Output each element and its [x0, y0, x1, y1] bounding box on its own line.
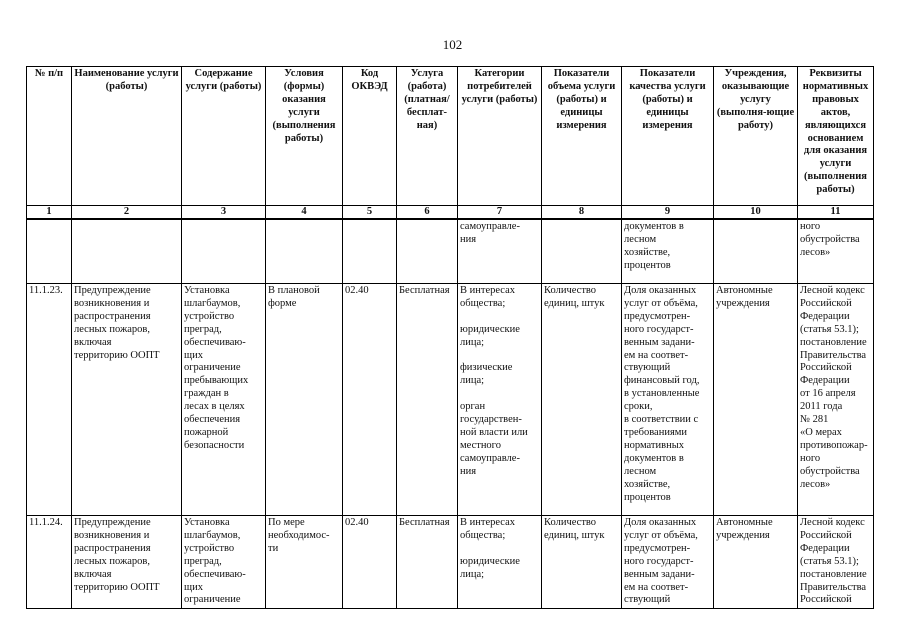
table-cell [798, 219, 874, 284]
cell-line: единиц, штук [544, 297, 605, 309]
cell-line: Лесной кодекс [800, 285, 865, 296]
cell-line: В плановой [268, 285, 320, 296]
cell-line: № 281 [800, 414, 829, 426]
cell-line: распространения [74, 542, 151, 554]
cell-line: процентов [624, 259, 671, 271]
cell-line: постановление [800, 336, 867, 348]
cell-line: ствующий [624, 362, 671, 374]
header-cell: Учреждения, оказывающие услугу (выполня-ющие работу) [714, 67, 798, 206]
cell-line: Правительства [800, 349, 867, 361]
cell-line: хозяйстве, [624, 478, 671, 490]
cell-line: преград, [184, 323, 222, 335]
volume-indicators [542, 516, 622, 609]
cell-line: лица; [460, 568, 485, 580]
legal-acts [798, 516, 874, 609]
cell-line: лица; [460, 336, 485, 348]
header-cell: Показатели качества услуги (работы) и единицы измерения [622, 67, 714, 206]
services-table [26, 66, 874, 609]
cell-line: Количество [544, 517, 597, 528]
header-cell: Услуга (работа) (платная/ бесплат-ная) [397, 67, 458, 206]
cell-line: учреждения [716, 529, 770, 541]
service-content [182, 284, 266, 516]
cell-line: обустройства [800, 233, 860, 245]
consumer-categories [458, 516, 542, 609]
cell-line: граждан в [184, 388, 229, 400]
cell-line: местного [460, 439, 501, 451]
cell-line: нормативных [624, 439, 685, 451]
cell-line: 2011 года [800, 401, 843, 413]
quality-indicators [622, 284, 714, 516]
cell-line: обустройства [800, 465, 860, 477]
cell-line: ствующий [624, 594, 671, 606]
cell-line: обеспечиваю- [184, 336, 246, 348]
row-number: 11.1.23. [27, 284, 72, 516]
column-number: 1 [27, 206, 72, 220]
quality-indicators [622, 516, 714, 609]
column-number-row [27, 206, 874, 220]
cell-line: Автономные [716, 517, 773, 528]
table-cell [266, 219, 343, 284]
cell-line: ем на соответ- [624, 581, 689, 593]
cell-line: Предупреждение [74, 517, 151, 528]
cell-line: лесных пожаров, [74, 555, 150, 567]
cell-line: шлагбаумов, [184, 297, 241, 309]
column-number: 8 [542, 206, 622, 220]
cell-line: финансовый год, [624, 375, 700, 387]
service-name [72, 516, 182, 609]
service-content [182, 516, 266, 609]
table-row [27, 219, 874, 284]
cell-line: устройство [184, 542, 235, 554]
cell-line: Российской [800, 594, 852, 606]
cell-line: сроки, [624, 401, 653, 413]
cell-line: Автономные [716, 285, 773, 296]
cell-line: в установленные [624, 388, 700, 400]
okved-code: 02.40 [343, 516, 397, 609]
cell-line: учреждения [716, 297, 770, 309]
table-cell [182, 219, 266, 284]
cell-line: документов в [624, 452, 684, 464]
cell-line: ного государст- [624, 555, 694, 567]
cell-line: необходимос- [268, 529, 330, 541]
cell-line: юридические [460, 555, 520, 567]
cell-line: Российской [800, 362, 852, 374]
group-spacer [460, 311, 539, 324]
column-number: 10 [714, 206, 798, 220]
consumer-categories [458, 284, 542, 516]
cell-line: процентов [624, 491, 671, 503]
cell-line: Предупреждение [74, 285, 151, 296]
cell-line: Федерации [800, 375, 850, 387]
institutions [714, 516, 798, 609]
cell-line: лесном [624, 233, 657, 245]
cell-line: требованиями [624, 426, 688, 438]
table-row [27, 516, 874, 609]
cell-line: ния [460, 465, 477, 477]
cell-line: лесных пожаров, [74, 323, 150, 335]
header-cell: Наименование услуги (работы) [72, 67, 182, 206]
cell-line: государствен- [460, 414, 522, 426]
cell-line: В интересах [460, 285, 515, 296]
cell-line: юридические [460, 323, 520, 335]
column-number: 3 [182, 206, 266, 220]
page-number: 102 [442, 37, 463, 52]
table-cell [458, 219, 542, 284]
cell-line: лесном [624, 465, 657, 477]
cell-line: включая [74, 336, 112, 348]
column-number: 6 [397, 206, 458, 220]
cell-line: Установка [184, 517, 230, 528]
header-cell: Условия (формы) оказания услуги (выполнения работы) [266, 67, 343, 206]
cell-line: ем на соответ- [624, 349, 689, 361]
cell-line: самоуправле- [460, 221, 520, 232]
cell-line: Доля оказанных [624, 517, 697, 528]
cell-line: включая [74, 568, 112, 580]
table-cell [397, 219, 458, 284]
column-number: 7 [458, 206, 542, 220]
service-conditions [266, 516, 343, 609]
cell-line: (статья 53.1); [800, 323, 859, 335]
cell-line: устройство [184, 310, 235, 322]
cell-line: форме [268, 297, 297, 309]
group-spacer [460, 350, 539, 363]
column-number: 11 [798, 206, 874, 220]
cell-line: ной власти или [460, 426, 528, 438]
header-cell: Категории потребителей услуги (работы) [458, 67, 542, 206]
cell-line: физические [460, 362, 513, 374]
row-number: 11.1.24. [27, 516, 72, 609]
cell-line: от 16 апреля [800, 388, 856, 400]
cell-line: безопасности [184, 439, 245, 451]
cell-line: документов в [624, 221, 684, 232]
cell-line: шлагбаумов, [184, 529, 241, 541]
column-number: 9 [622, 206, 714, 220]
cell-line: Лесной кодекс [800, 517, 865, 528]
paid-status: Бесплатная [397, 284, 458, 516]
cell-line: лесов» [800, 478, 831, 490]
cell-line: венным задани- [624, 568, 695, 580]
cell-line: щих [184, 581, 203, 593]
legal-acts [798, 284, 874, 516]
cell-line: лесов» [800, 246, 831, 258]
table-cell [343, 219, 397, 284]
table-cell [72, 219, 182, 284]
group-spacer [460, 388, 539, 401]
table-cell [622, 219, 714, 284]
header-cell: № п/п [27, 67, 72, 206]
cell-line: предусмотрен- [624, 310, 691, 322]
column-number: 5 [343, 206, 397, 220]
cell-line: единиц, штук [544, 529, 605, 541]
column-number: 4 [266, 206, 343, 220]
cell-line: (статья 53.1); [800, 555, 859, 567]
cell-line: Федерации [800, 542, 850, 554]
cell-line: Российской [800, 297, 852, 309]
cell-line: постановление [800, 568, 867, 580]
paid-status: Бесплатная [397, 516, 458, 609]
service-name [72, 284, 182, 516]
cell-line: пребывающих [184, 375, 249, 387]
cell-line: ти [268, 542, 279, 554]
cell-line: самоуправле- [460, 452, 520, 464]
header-cell: Содержание услуги (работы) [182, 67, 266, 206]
cell-line: ного [800, 452, 821, 464]
cell-line: территорию ООПТ [74, 581, 160, 593]
cell-line: территорию ООПТ [74, 349, 160, 361]
cell-line: лица; [460, 375, 485, 387]
cell-line: По мере [268, 517, 305, 528]
cell-line: Установка [184, 285, 230, 296]
cell-line: услуг от объёма, [624, 529, 698, 541]
cell-line: орган [460, 401, 486, 413]
cell-line: «О мерах [800, 426, 842, 438]
cell-line: ного государст- [624, 323, 694, 335]
cell-line: общества; [460, 297, 506, 309]
cell-line: противопожар- [800, 439, 868, 451]
cell-line: Количество [544, 285, 597, 296]
cell-line: в соответствии с [624, 414, 699, 426]
header-cell: Показатели объема услуги (работы) и единицы измерения [542, 67, 622, 206]
service-conditions [266, 284, 343, 516]
header-row [27, 67, 874, 206]
cell-line: пожарной [184, 426, 229, 438]
column-number: 2 [72, 206, 182, 220]
cell-line: венным задани- [624, 336, 695, 348]
cell-line: Правительства [800, 581, 867, 593]
header-cell: Код ОКВЭД [343, 67, 397, 206]
table-row [27, 284, 874, 516]
institutions [714, 284, 798, 516]
cell-line: Федерации [800, 310, 850, 322]
cell-line: услуг от объёма, [624, 297, 698, 309]
header-cell: Реквизиты нормативных правовых актов, являющихся основанием для оказания услуги (выполнения работы) [798, 67, 874, 206]
cell-line: общества; [460, 529, 506, 541]
cell-line: щих [184, 349, 203, 361]
cell-line: Российской [800, 529, 852, 541]
cell-line: ограничение [184, 362, 241, 374]
okved-code: 02.40 [343, 284, 397, 516]
group-spacer [460, 543, 539, 556]
cell-line: возникновения и [74, 529, 150, 541]
cell-line: ного [800, 221, 821, 232]
cell-line: распространения [74, 310, 151, 322]
cell-line: обеспечения [184, 414, 241, 426]
table-cell [542, 219, 622, 284]
cell-line: лесах в целях [184, 401, 245, 413]
cell-line: предусмотрен- [624, 542, 691, 554]
cell-line: хозяйстве, [624, 246, 671, 258]
cell-line: Доля оказанных [624, 285, 697, 296]
cell-line: обеспечиваю- [184, 568, 246, 580]
cell-line: ограничение [184, 594, 241, 606]
cell-line: возникновения и [74, 297, 150, 309]
cell-line: ния [460, 233, 477, 245]
volume-indicators [542, 284, 622, 516]
cell-line: преград, [184, 555, 222, 567]
cell-line: В интересах [460, 517, 515, 528]
table-cell [27, 219, 72, 284]
table-cell [714, 219, 798, 284]
